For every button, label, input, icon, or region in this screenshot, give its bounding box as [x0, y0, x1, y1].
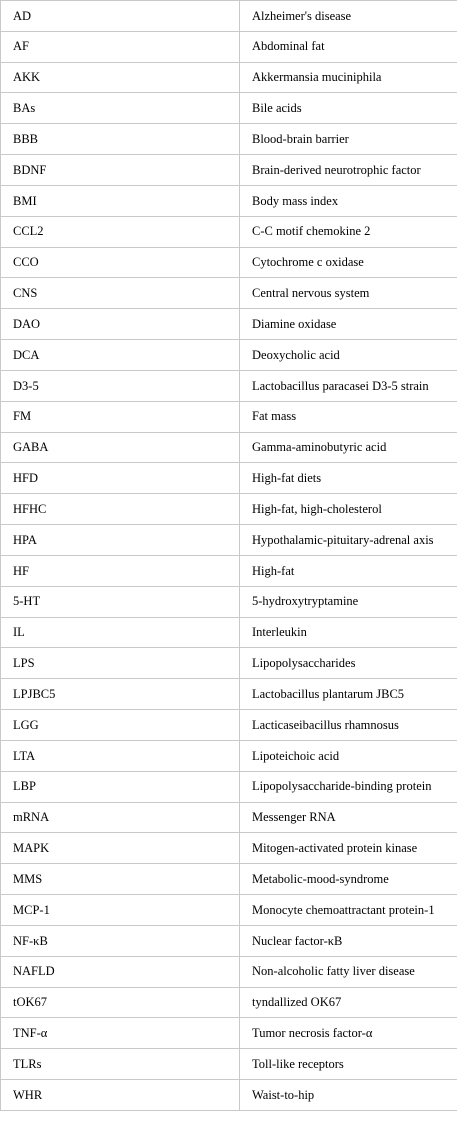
definition-cell: Mitogen-activated protein kinase: [240, 833, 457, 864]
table-row: [1, 1079, 457, 1110]
abbreviation-cell: LPJBC5: [1, 679, 240, 710]
definition-cell: Tumor necrosis factor-α: [240, 1018, 457, 1049]
abbreviation-cell: CNS: [1, 278, 240, 309]
definition-cell: tyndallized OK67: [240, 987, 457, 1018]
table-row: [1, 1018, 457, 1049]
definition-cell: Fat mass: [240, 401, 457, 432]
abbreviation-cell: BBB: [1, 124, 240, 155]
abbreviation-cell: LTA: [1, 740, 240, 771]
abbreviation-cell: MCP-1: [1, 895, 240, 926]
table-row: [1, 401, 457, 432]
definition-cell: Cytochrome c oxidase: [240, 247, 457, 278]
abbreviations-table-body: [1, 1, 457, 1111]
table-row: [1, 432, 457, 463]
abbreviation-cell: GABA: [1, 432, 240, 463]
table-row: [1, 895, 457, 926]
definition-cell: Interleukin: [240, 617, 457, 648]
definition-cell: 5-hydroxytryptamine: [240, 586, 457, 617]
abbreviation-cell: LPS: [1, 648, 240, 679]
abbreviation-cell: LGG: [1, 710, 240, 741]
abbreviation-cell: BDNF: [1, 155, 240, 186]
table-row: [1, 340, 457, 371]
definition-cell: Lipopolysaccharides: [240, 648, 457, 679]
abbreviation-cell: AKK: [1, 62, 240, 93]
definition-cell: C-C motif chemokine 2: [240, 216, 457, 247]
table-row: [1, 31, 457, 62]
definition-cell: Nuclear factor-κB: [240, 925, 457, 956]
table-row: [1, 586, 457, 617]
definition-cell: Gamma-aminobutyric acid: [240, 432, 457, 463]
abbreviation-cell: IL: [1, 617, 240, 648]
abbreviation-cell: CCO: [1, 247, 240, 278]
table-row: [1, 185, 457, 216]
abbreviation-cell: D3-5: [1, 370, 240, 401]
table-row: [1, 494, 457, 525]
definition-cell: Non-alcoholic fatty liver disease: [240, 956, 457, 987]
table-row: [1, 740, 457, 771]
table-row: [1, 525, 457, 556]
definition-cell: Lacticaseibacillus rhamnosus: [240, 710, 457, 741]
abbreviation-cell: AF: [1, 31, 240, 62]
table-row: [1, 679, 457, 710]
abbreviation-cell: tOK67: [1, 987, 240, 1018]
table-row: [1, 925, 457, 956]
table-row: [1, 247, 457, 278]
definition-cell: Lactobacillus plantarum JBC5: [240, 679, 457, 710]
definition-cell: Lipoteichoic acid: [240, 740, 457, 771]
definition-cell: High-fat, high-cholesterol: [240, 494, 457, 525]
definition-cell: Toll-like receptors: [240, 1049, 457, 1080]
definition-cell: Abdominal fat: [240, 31, 457, 62]
table-row: [1, 93, 457, 124]
abbreviation-cell: AD: [1, 1, 240, 32]
definition-cell: Diamine oxidase: [240, 309, 457, 340]
abbreviation-cell: TLRs: [1, 1049, 240, 1080]
abbreviation-cell: NAFLD: [1, 956, 240, 987]
table-row: [1, 710, 457, 741]
definition-cell: Waist-to-hip: [240, 1079, 457, 1110]
abbreviation-cell: DAO: [1, 309, 240, 340]
abbreviation-cell: HPA: [1, 525, 240, 556]
definition-cell: High-fat: [240, 555, 457, 586]
definition-cell: Monocyte chemoattractant protein-1: [240, 895, 457, 926]
table-row: [1, 802, 457, 833]
table-row: [1, 987, 457, 1018]
table-row: [1, 771, 457, 802]
abbreviation-cell: BMI: [1, 185, 240, 216]
abbreviation-cell: TNF-α: [1, 1018, 240, 1049]
table-row: [1, 62, 457, 93]
abbreviation-cell: NF-κB: [1, 925, 240, 956]
abbreviation-cell: DCA: [1, 340, 240, 371]
definition-cell: Hypothalamic-pituitary-adrenal axis: [240, 525, 457, 556]
table-row: [1, 617, 457, 648]
definition-cell: Akkermansia muciniphila: [240, 62, 457, 93]
table-row: [1, 1, 457, 32]
table-row: [1, 309, 457, 340]
table-row: [1, 648, 457, 679]
definition-cell: High-fat diets: [240, 463, 457, 494]
abbreviation-cell: CCL2: [1, 216, 240, 247]
abbreviation-cell: 5-HT: [1, 586, 240, 617]
definition-cell: Blood-brain barrier: [240, 124, 457, 155]
abbreviation-cell: WHR: [1, 1079, 240, 1110]
abbreviation-cell: MMS: [1, 864, 240, 895]
table-row: [1, 555, 457, 586]
abbreviation-cell: HFHC: [1, 494, 240, 525]
abbreviation-cell: BAs: [1, 93, 240, 124]
definition-cell: Brain-derived neurotrophic factor: [240, 155, 457, 186]
definition-cell: Central nervous system: [240, 278, 457, 309]
definition-cell: Lactobacillus paracasei D3-5 strain: [240, 370, 457, 401]
table-row: [1, 833, 457, 864]
definition-cell: Bile acids: [240, 93, 457, 124]
table-row: [1, 370, 457, 401]
definition-cell: Deoxycholic acid: [240, 340, 457, 371]
table-row: [1, 463, 457, 494]
abbreviation-cell: FM: [1, 401, 240, 432]
table-row: [1, 278, 457, 309]
abbreviation-cell: mRNA: [1, 802, 240, 833]
table-row: [1, 956, 457, 987]
table-row: [1, 124, 457, 155]
table-row: [1, 155, 457, 186]
abbreviation-cell: LBP: [1, 771, 240, 802]
table-row: [1, 864, 457, 895]
definition-cell: Lipopolysaccharide-binding protein: [240, 771, 457, 802]
table-row: [1, 1049, 457, 1080]
abbreviation-cell: MAPK: [1, 833, 240, 864]
definition-cell: Metabolic-mood-syndrome: [240, 864, 457, 895]
definition-cell: Body mass index: [240, 185, 457, 216]
abbreviation-cell: HFD: [1, 463, 240, 494]
definition-cell: Alzheimer's disease: [240, 1, 457, 32]
abbreviation-cell: HF: [1, 555, 240, 586]
definition-cell: Messenger RNA: [240, 802, 457, 833]
table-row: [1, 216, 457, 247]
